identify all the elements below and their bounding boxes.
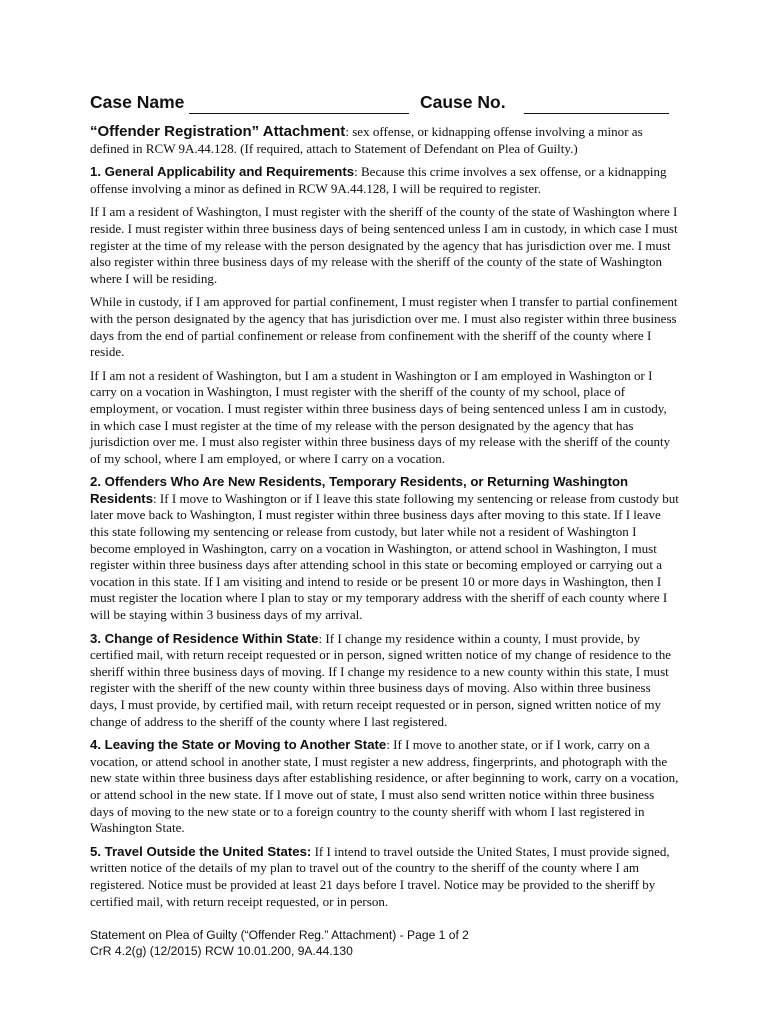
section-heading: 1. General Applicability and Requirements — [90, 164, 355, 180]
section-text: If I am not a resident of Washington, but I am a student in Washington or I am employed in Washington or I carry on a vocation in Washington, I must register with the sheriff of the county of my school, place of employment, or vocation. I must register within three business days of being sentenced unless I am in custody, in which case I must register at the time of my release with the person designated by the agency that has jurisdiction over me. I must also register within three business days of my release with the sheriff of the county of my school, where I am employed, or where I carry on a vocation. — [90, 367, 671, 466]
attachment-title: “Offender Registration” Attachment — [90, 123, 346, 140]
section-heading: 3. Change of Residence Within State — [90, 630, 319, 646]
section-text: : If I change my residence within a county, I must provide, by certified mail, with return receipt requested or in person, signed written notice of my change of residence to the sheriff within three business days of moving. If I change my residence to a new county within this state, I must register with the sheriff of the new county within three business days of moving. Also within three business days, I must provide, by certified mail, with return receipt requested or in person, signed written notice of my change of address to the sheriff of the county where I last registered. — [90, 630, 672, 729]
document-page — [90, 92, 680, 917]
case-name-field[interactable] — [189, 96, 409, 114]
cause-no-field[interactable] — [524, 96, 669, 114]
section-heading: 5. Travel Outside the United States: — [90, 843, 312, 859]
footer-line-2: CrR 4.2(g) (12/2015) RCW 10.01.200, 9A.44.130 — [90, 943, 353, 958]
nonresident-paragraph — [90, 368, 680, 468]
case-header — [90, 92, 680, 118]
section-3-paragraph — [90, 631, 680, 731]
custody-paragraph — [90, 294, 680, 360]
section-text: If I am a resident of Washington, I must register with the sheriff of the county of the state of Washington where I reside. I must register within three business days of being sentenced unless I am in custody, in which case I must register at the time of my release with the person designated by the agency that has jurisdiction over me. I must also register within three business days of my release with the sheriff of the county of the state of Washington where I will be residing. — [90, 204, 678, 286]
section-1-paragraph — [90, 164, 680, 197]
section-heading: 4. Leaving the State or Moving to Another State — [90, 737, 387, 753]
section-5-paragraph — [90, 844, 680, 910]
cause-no-label: Cause No. — [420, 92, 506, 112]
section-text: : If I move to Washington or if I leave this state following my sentencing or release from custody but later move back to Washington, I must register within three business days after moving to this state. If I leave this state following my sentencing or release from custody, but later while not a resident of Washington I become employed in Washington, carry on a vocation in Washington, or attend school in Washington, I must register within three business days after attending school in this state or becoming employed or carrying out a vocation in this state. If I am visiting and intend to reside or be present 10 or more days in Washington, then I must register the location where I plan to stay or my temporary address with the sheriff of each county where I will be staying within 3 business days of my arrival. — [90, 490, 679, 623]
intro-paragraph — [90, 124, 680, 157]
intro-text: : sex offense, or kidnapping offense involving a minor as defined in RCW 9A.44.128. (If required, attach to Statement of Defendant on Plea of Guilty.) — [90, 124, 643, 156]
section-text: If I intend to travel outside the United States, I must provide signed, written notice of the details of my plan to travel out of the country to the sheriff of the county where I am registered. Notice must be provided at least 21 days before I travel. Notice may be provided to the sheriff by certified mail, with return receipt requested, or in person. — [90, 843, 670, 909]
section-text: : If I move to another state, or if I work, carry on a vocation, or attend school in another state, I must register a new address, fingerprints, and photograph with the new state within three business days after establishing residence, or after beginning to work, carry on a vocation, or attend school in the new state. If I move out of state, I must also send written notice within three business days of moving to the new state or to a foreign country to the county sheriff with whom I last registered in Washington State. — [90, 737, 679, 836]
section-text: : Because this crime involves a sex offense, or a kidnapping offense involving a minor as defined in RCW 9A.44.128, I will be required to register. — [90, 164, 667, 196]
section-4-paragraph — [90, 737, 680, 837]
page-footer — [90, 928, 469, 959]
footer-line-1: Statement on Plea of Guilty (“Offender Reg.” Attachment) - Page 1 of 2 — [90, 928, 469, 942]
resident-paragraph — [90, 204, 680, 287]
case-name-label: Case Name — [90, 92, 185, 112]
section-text: While in custody, if I am approved for partial confinement, I must register when I transfer to partial confinement with the person designated by the agency that has jurisdiction over me. I must also register within three business days from the end of partial confinement or release from confinement with the sheriff of the county where I reside. — [90, 294, 678, 360]
section-heading: 2. Offenders Who Are New Residents, Temporary Residents, or Returning Washington Residents — [90, 474, 629, 506]
section-2-paragraph — [90, 474, 680, 623]
